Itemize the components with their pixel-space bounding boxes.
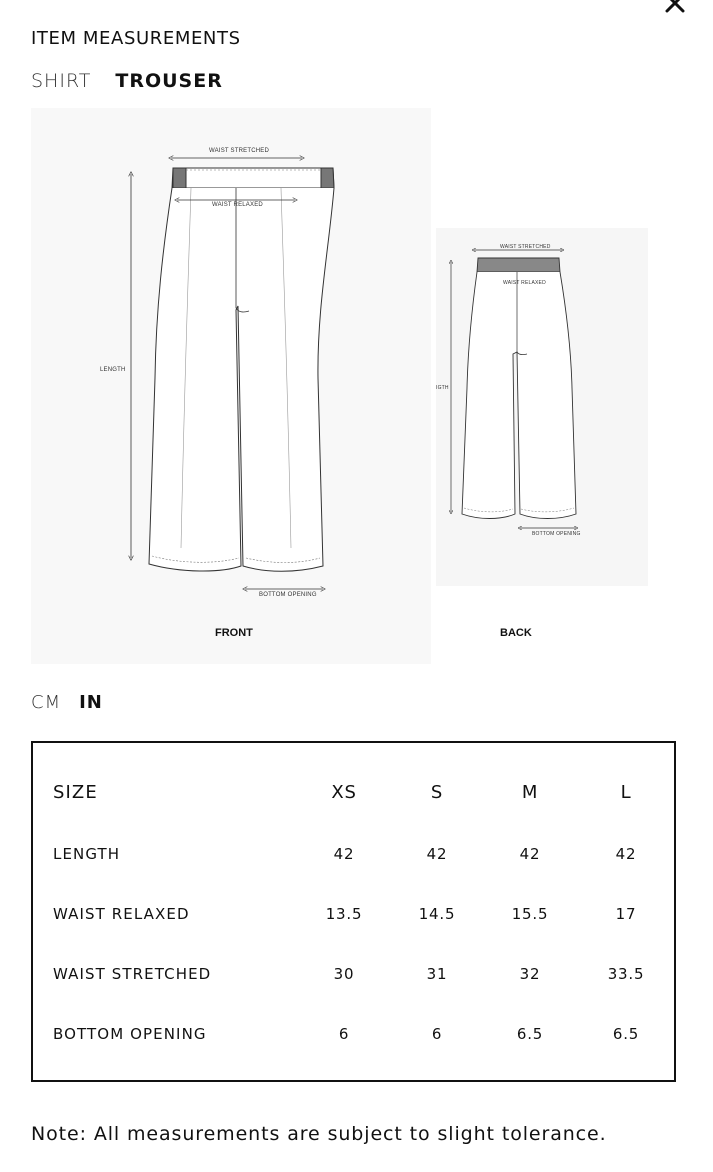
- row-label-waist-stretched: WAIST STRETCHED: [53, 965, 212, 983]
- table-cell: 42: [333, 845, 355, 863]
- tab-in[interactable]: IN: [79, 692, 103, 713]
- front-bottom-opening-label: BOTTOM OPENING: [259, 592, 317, 598]
- size-header: SIZE: [53, 781, 98, 803]
- tolerance-note: Note: All measurements are subject to slight tolerance.: [31, 1123, 607, 1145]
- front-trouser-drawing: [149, 168, 334, 571]
- back-length-label: IGTH: [436, 385, 449, 391]
- size-xs-header: XS: [331, 781, 357, 803]
- table-cell: 33.5: [607, 965, 645, 983]
- back-trouser-drawing: [462, 258, 576, 519]
- measurement-diagram: [31, 108, 651, 668]
- back-view-label: BACK: [500, 627, 532, 639]
- table-cell: 17: [615, 905, 637, 923]
- modal-title: ITEM MEASUREMENTS: [31, 28, 241, 49]
- table-row: [33, 959, 674, 989]
- table-cell: 6: [431, 1025, 443, 1043]
- table-cell: 15.5: [511, 905, 549, 923]
- size-table: [31, 741, 676, 1082]
- trouser-sketch: [31, 108, 651, 668]
- table-cell: 31: [426, 965, 448, 983]
- table-row: [33, 1019, 674, 1049]
- size-l-header: L: [620, 781, 632, 803]
- front-waist-relaxed-label: WAIST RELAXED: [212, 202, 263, 208]
- table-cell: 42: [519, 845, 541, 863]
- unit-tabs: [31, 692, 103, 713]
- table-cell: 42: [426, 845, 448, 863]
- tab-trouser[interactable]: TROUSER: [115, 70, 223, 92]
- row-label-length: LENGTH: [53, 845, 121, 863]
- garment-tabs: [31, 70, 223, 92]
- size-m-header: M: [521, 781, 539, 803]
- back-waist-relaxed-label: WAIST RELAXED: [503, 280, 546, 286]
- row-label-waist-relaxed: WAIST RELAXED: [53, 905, 190, 923]
- front-waist-stretched-label: WAIST STRETCHED: [209, 148, 270, 154]
- tab-cm[interactable]: CM: [31, 692, 62, 713]
- table-cell: 6: [338, 1025, 350, 1043]
- tab-shirt[interactable]: SHIRT: [31, 70, 92, 92]
- table-header-row: [33, 777, 674, 807]
- front-length-label: LENGTH: [100, 367, 126, 373]
- table-cell: 6.5: [516, 1025, 544, 1043]
- size-s-header: S: [430, 781, 444, 803]
- table-cell: 14.5: [418, 905, 456, 923]
- close-icon: [658, 0, 692, 20]
- table-cell: 32: [519, 965, 541, 983]
- back-waist-stretched-label: WAIST STRETCHED: [500, 244, 551, 250]
- table-cell: 6.5: [612, 1025, 640, 1043]
- table-cell: 30: [333, 965, 355, 983]
- back-bottom-opening-label: BOTTOM OPENING: [532, 531, 581, 537]
- table-row: [33, 839, 674, 869]
- table-cell: 13.5: [325, 905, 363, 923]
- row-label-bottom-opening: BOTTOM OPENING: [53, 1025, 207, 1043]
- close-button[interactable]: [658, 0, 692, 20]
- front-view-label: FRONT: [215, 627, 253, 639]
- table-cell: 42: [615, 845, 637, 863]
- table-row: [33, 899, 674, 929]
